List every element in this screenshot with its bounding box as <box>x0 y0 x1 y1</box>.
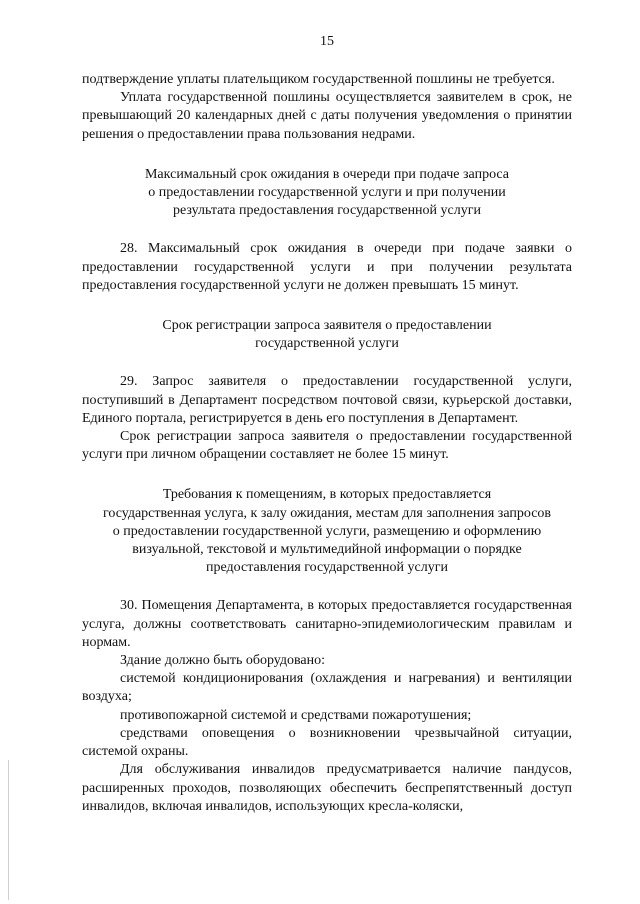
page-number: 15 <box>320 34 334 49</box>
document-page <box>82 0 572 904</box>
paragraph: Уплата государственной пошлины осуществляется заявителем в срок, не превышающий 20 календарных дней с даты получения уведомления о принятии решения о предоставлении права пользования недрами. <box>82 90 572 142</box>
heading-line: государственной услуги <box>255 336 399 352</box>
heading-line: о предоставлении государственной услуги, размещению и оформлению <box>112 523 542 539</box>
paragraph: Для обслуживания инвалидов предусматривается наличие пандусов, расширенных проходов, позволяющих обеспечить беспрепятственный доступ инвалидов, включая инвалидов, использующих кресла-коляски, <box>82 762 572 814</box>
section-heading <box>82 317 572 353</box>
paragraph: 28. Максимальный срок ожидания в очереди при подаче заявки о предоставлении государственной услуги и при получении результата предоставления государственной услуги не должен превышать 15 минут. <box>82 241 572 293</box>
paragraph: Здание должно быть оборудовано: <box>120 653 326 669</box>
paragraph: системой кондиционирования (охлаждения и нагревания) и вентиляции воздуха; <box>82 671 572 705</box>
scan-artifact-line <box>8 760 9 900</box>
heading-line: результата предоставления государственной услуги <box>173 203 481 219</box>
paragraph: Срок регистрации запроса заявителя о предоставлении государственной услуги при личном обращении составляет не более 15 минут. <box>82 429 572 463</box>
heading-line: Срок регистрации запроса заявителя о предоставлении <box>162 318 492 334</box>
paragraph: средствами оповещения о возникновении чрезвычайной ситуации, системой охраны. <box>82 725 572 760</box>
paragraph: 29. Запрос заявителя о предоставлении государственной услуги, поступивший в Департамент посредством почтовой связи, курьерской доставки, Единого портала, регистрируется в день его поступления в Департамент. <box>82 374 572 426</box>
heading-line: Максимальный срок ожидания в очереди при подаче запроса <box>144 166 510 182</box>
paragraph: подтверждение уплаты плательщиком государственной пошлины не требуется. <box>82 72 555 87</box>
heading-line: государственная услуга, к залу ожидания, местам для заполнения запросов <box>102 505 552 521</box>
heading-line: предоставления государственной услуги <box>206 560 448 576</box>
heading-line: Требования к помещениям, в которых предоставляется <box>162 487 492 503</box>
section-heading <box>82 166 572 221</box>
paragraph: 30. Помещения Департамента, в которых предоставляется государственная услуга, должны соответствовать санитарно-эпидемиологическим правилам и нормам. <box>82 598 572 650</box>
paragraph: противопожарной системой и средствами пожаротушения; <box>120 707 472 723</box>
section-heading <box>82 486 572 577</box>
heading-line: о предоставлении государственной услуги и при получении <box>148 185 506 201</box>
document-body <box>82 71 572 816</box>
heading-line: визуальной, текстовой и мультимедийной информации о порядке <box>132 542 522 558</box>
